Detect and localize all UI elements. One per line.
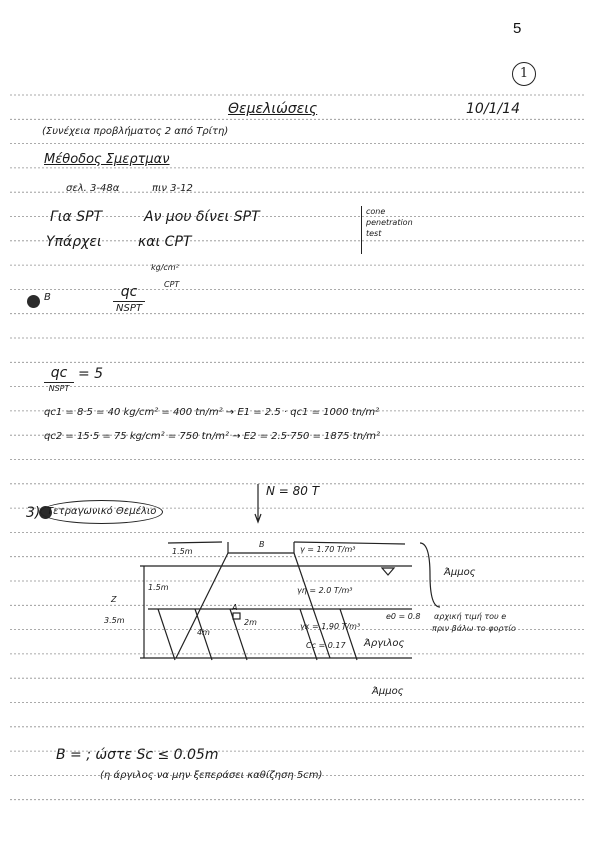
- unit-annotation: kg/cm²: [151, 263, 179, 272]
- e0-note-line-1: αρχική τιμή του e: [434, 612, 507, 621]
- depth-brace: [140, 566, 148, 658]
- groundwater-mark: [382, 568, 394, 575]
- total-depth-label: 3.5m: [104, 616, 125, 625]
- date: 10/1/14: [466, 101, 520, 117]
- page-number: 5: [513, 20, 522, 37]
- depth-label-top: 1.5m: [172, 547, 193, 556]
- reference-page: σελ. 3-48α: [66, 183, 120, 194]
- cc-label: Cc = 0.17: [306, 641, 346, 650]
- depth-label-mid: 1.5m: [148, 583, 169, 592]
- load-label: N = 80 T: [266, 484, 320, 498]
- gamma-clay-label: γκ = 1.90 T/m³: [300, 622, 361, 631]
- ratio-sketch-denominator: NSPT: [116, 303, 142, 314]
- equation-qc1: qc1 = 8·5 = 40 kg/cm² = 400 tn/m² → E1 = 2.5 · qc1 = 1000 tn/m²: [44, 407, 380, 418]
- ratio-sketch-numerator: qc: [120, 284, 138, 300]
- dim-4m-label: 4m: [197, 628, 210, 637]
- sand-bottom-label: Άμμος: [372, 686, 404, 697]
- reference-table: πιν 3-12: [152, 183, 193, 194]
- gamma-mid-label: γη = 2.0 T/m³: [297, 586, 353, 595]
- question-line: B = ; ώστε Sc ≤ 0.05m: [56, 747, 219, 763]
- sheet-number-circle: 1: [512, 62, 536, 86]
- dim-2m-label: 2m: [244, 618, 257, 627]
- side-note-line-2: penetration: [366, 218, 413, 227]
- page-title: Θεμελιώσεις: [228, 101, 318, 117]
- sand-brace: [420, 543, 440, 607]
- load-arrow: [255, 484, 261, 522]
- method-heading: Μέθοδος Σμερτμαν: [44, 152, 170, 167]
- spt-line-start: Για SPT: [50, 209, 103, 225]
- bullet-b: B: [44, 292, 51, 303]
- e0-note-line-2: πριν βάλω το φορτίο: [432, 624, 516, 633]
- ratio-denominator: NSPT: [48, 384, 70, 393]
- continuation-note: (Συνέχεια προβλήματος 2 από Τρίτη): [42, 126, 229, 137]
- point-a-marker: [233, 613, 240, 619]
- problem-number: 3): [26, 505, 41, 521]
- side-note-line-3: test: [366, 229, 382, 238]
- cpt-line-end: και CPT: [138, 234, 192, 250]
- spt-line-end: Αν μου δίνει SPT: [144, 209, 260, 225]
- sand-top-label: Άμμος: [444, 567, 476, 578]
- equation-qc2: qc2 = 15·5 = 75 kg/cm² = 750 tn/m² → E2 = 2.5·750 = 1875 tn/m²: [44, 431, 381, 442]
- cpt-annotation: CPT: [164, 280, 180, 289]
- problem-title: Τετραγωνικό Θεμέλιο: [40, 500, 163, 524]
- cpt-line-start: Υπάρχει: [46, 234, 102, 250]
- side-note-line-1: cone: [366, 207, 386, 216]
- gamma-top-label: γ = 1.70 T/m³: [300, 545, 356, 554]
- ratio-value: = 5: [78, 366, 104, 382]
- z-label: Z: [111, 595, 117, 604]
- ratio-numerator: qc: [50, 365, 68, 381]
- clay-label: Άργιλος: [364, 638, 405, 649]
- question-note: (η άργιλος να μην ξεπεράσει καθίζηση 5cm): [100, 770, 323, 781]
- point-a-label: A: [232, 603, 238, 612]
- e0-label: e0 = 0.8: [386, 612, 421, 621]
- b-dimension-label: B: [259, 540, 265, 549]
- ground-surface: [168, 542, 405, 544]
